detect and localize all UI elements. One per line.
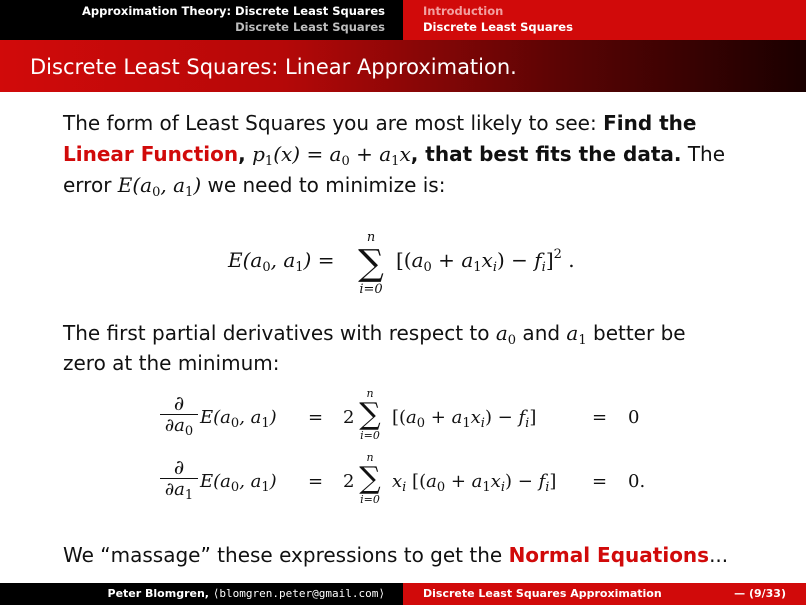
text: We “massage” these expressions to get the [63, 543, 509, 567]
slide-title: Discrete Least Squares: Linear Approximation. [30, 55, 517, 79]
nav-subsection-introduction[interactable]: Introduction [423, 4, 504, 18]
equation-row-a1: ∂ $\partial a_1$ $E(a_0$, $a_1$) = 2 n ∑ i=0 $x_i$ $[(a_0 + a_1x_i) - f_i]$ = 0. [160, 454, 680, 518]
sum-upper: n [366, 451, 374, 464]
intro-paragraph [63, 108, 763, 201]
nav-section-title[interactable]: Discrete Least Squares [235, 19, 385, 34]
summation-symbol: n ∑ i=0 [351, 231, 391, 297]
sum-lower: i=0 [360, 429, 380, 442]
partial-derivative-equations [160, 387, 680, 530]
footer-title: Discrete Least Squares Approximation [423, 587, 662, 600]
math-error-func: $E(a_0$, $a_1$) [117, 173, 202, 200]
footer-author [0, 583, 403, 605]
comma: , [238, 142, 246, 166]
sum-lower: i=0 [359, 282, 383, 297]
value-zero: 0 [628, 407, 640, 428]
highlight-normal-equations: Normal Equations [508, 543, 710, 567]
nav-presentation-title[interactable]: Approximation Theory: Discrete Least Squares [81, 4, 385, 18]
equation-row-a0: ∂ $\partial a_0$ $E(a_0$, $a_1$) = 2 n ∑ i=0 $[(a_0 + a_1x_i) - f_i]$ = 0 [160, 390, 680, 454]
bold-text: , that best fits the data. [410, 142, 682, 166]
nav-subsection-current[interactable]: Discrete Least Squares [423, 19, 573, 34]
text: The form of Least Squares you are most likely to see: [63, 111, 604, 135]
value-zero: 0. [628, 471, 646, 492]
text: zero at the minimum: [63, 351, 280, 375]
sum-upper: n [366, 387, 374, 400]
author-email: ⟨blomgren.peter@gmail.com⟩ [212, 587, 385, 600]
author-name: Peter Blomgren, [107, 587, 213, 600]
text: better be [586, 321, 686, 345]
error-function-equation: $E(a_0$, $a_1$) = n ∑ i=0 $[(a_0 + a_1x_i) - f_i]^2$ . [228, 230, 575, 297]
text: ... [709, 543, 729, 567]
partial-derivatives-paragraph: The first partial derivatives with respect to $a_0$ and $a_1$ better be zero at the minimum: [63, 321, 686, 375]
page-number: — (9/33) [734, 587, 786, 600]
math-p1: $p_1(x) = a_0 + a_1x$ [252, 142, 411, 169]
text: The first partial derivatives with respect to [63, 321, 496, 345]
sum-upper: n [366, 230, 376, 245]
highlight-linear-function: Linear Function [63, 142, 239, 166]
sum-lower: i=0 [360, 493, 380, 506]
slide-title-bar [0, 40, 806, 92]
closing-paragraph [63, 540, 763, 570]
slide-footer [0, 583, 806, 605]
section-nav [0, 0, 403, 40]
footer-title-area [403, 583, 806, 605]
bold-text: Find the [603, 111, 697, 135]
text: The [681, 142, 726, 166]
text: and [516, 321, 567, 345]
top-navigation-bar [0, 0, 806, 40]
text: error [63, 173, 118, 197]
text: we need to minimize is: [201, 173, 446, 197]
subsection-nav [403, 0, 806, 40]
